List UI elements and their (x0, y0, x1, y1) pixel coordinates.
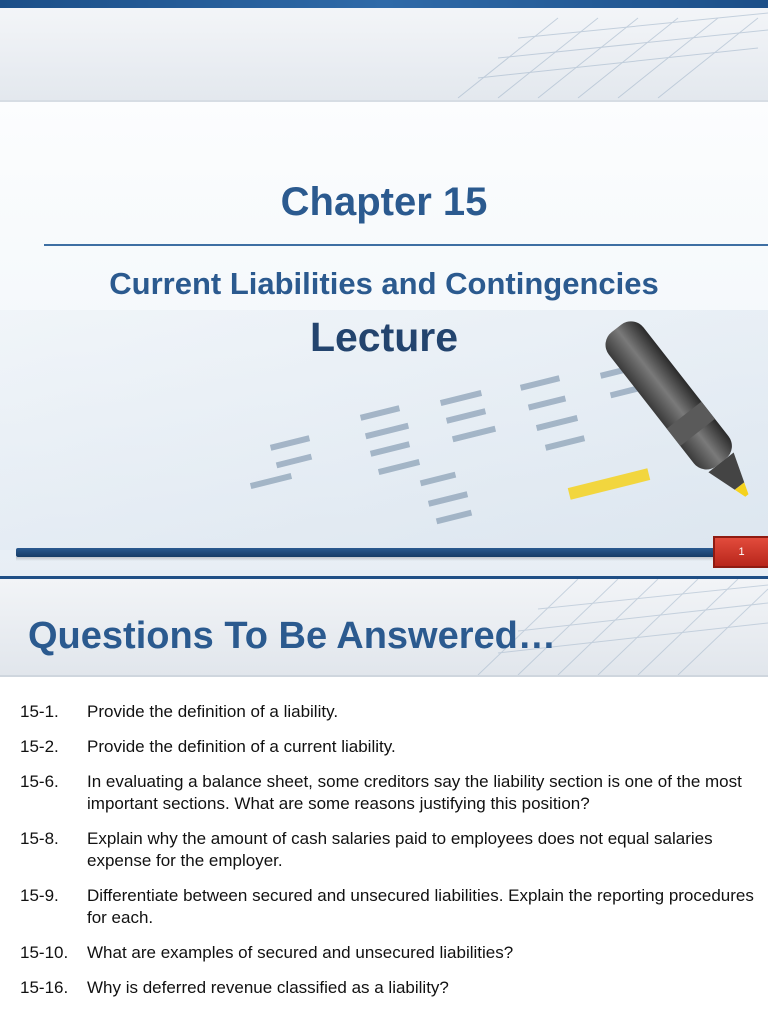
question-text: What are examples of secured and unsecured liabilities? (87, 943, 514, 962)
question-number: 15-9. (20, 886, 59, 905)
question-text: In evaluating a balance sheet, some creditors say the liability section is one of the most important sections. What are some reasons justifying this position? (87, 772, 742, 813)
question-text: Why is deferred revenue classified as a liability? (87, 978, 449, 997)
question-number: 15-8. (20, 829, 59, 848)
list-item (20, 771, 760, 815)
chapter-subtitle: Current Liabilities and Contingencies (109, 266, 659, 301)
question-number: 15-6. (20, 772, 59, 791)
question-number: 15-16. (20, 978, 69, 997)
list-item (20, 828, 760, 872)
question-text: Explain why the amount of cash salaries paid to employees does not equal salaries expense for the employer. (87, 829, 713, 870)
top-bar (0, 0, 768, 8)
question-number: 15-10. (20, 943, 69, 962)
lecture-label: Lecture (309, 314, 459, 360)
question-number: 15-2. (20, 737, 59, 756)
chapter-title: Chapter 15 (280, 180, 488, 224)
question-list (20, 701, 760, 1012)
question-text: Provide the definition of a liability. (87, 702, 339, 721)
spreadsheet-watermark-icon (438, 8, 768, 100)
questions-slide (0, 579, 768, 1024)
list-item (20, 701, 760, 723)
footer-bar (16, 548, 716, 557)
list-item (20, 885, 760, 929)
list-item (20, 736, 760, 758)
question-text: Differentiate between secured and unsecured liabilities. Explain the reporting procedures for each. (87, 886, 754, 927)
title-divider (44, 244, 768, 246)
question-number: 15-1. (20, 702, 59, 721)
question-text: Provide the definition of a current liability. (87, 737, 396, 756)
slide-title: Questions To Be Answered… (28, 615, 556, 657)
list-item (20, 977, 760, 999)
footer-shadow (16, 557, 716, 561)
list-item (20, 942, 760, 964)
page-number-badge: 1 (713, 536, 768, 568)
